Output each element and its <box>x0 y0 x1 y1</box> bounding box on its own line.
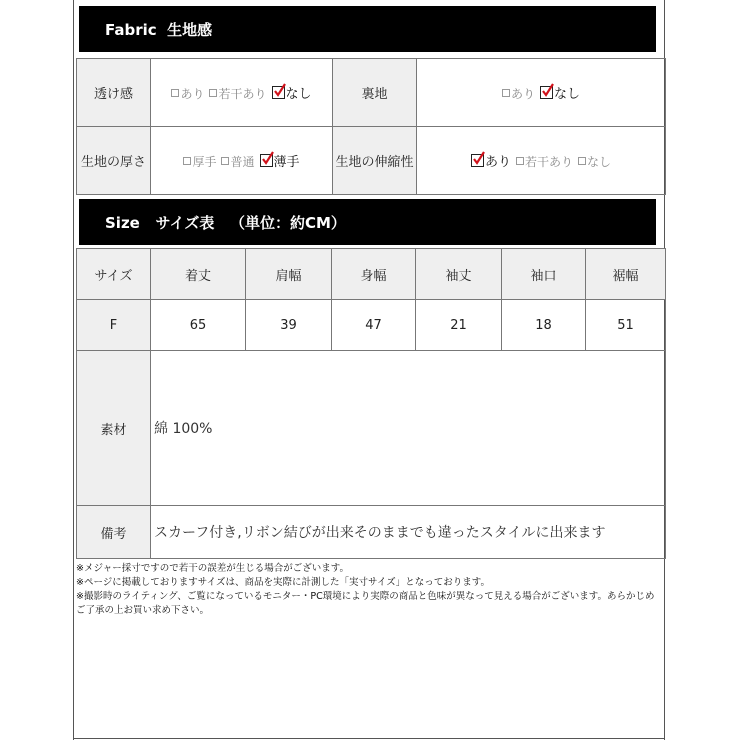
length-col-header: 着丈 <box>151 249 246 300</box>
sleeve-length-value: 21 <box>416 300 502 351</box>
checkmark-icon <box>471 154 484 167</box>
notes <box>76 562 662 618</box>
hem-col-header: 裾幅 <box>586 249 666 300</box>
hem-value: 51 <box>586 300 666 351</box>
material-value: 綿 100% <box>151 351 666 506</box>
option-label: なし <box>285 87 312 102</box>
checkbox-icon <box>502 89 510 97</box>
material-row <box>77 351 666 506</box>
option-label: 薄手 <box>273 155 300 170</box>
cuff-col-header: 袖口 <box>502 249 586 300</box>
chest-col-header: 身幅 <box>332 249 416 300</box>
note-3: ※撮影時のライティング、ご覧になっているモニター・PC環境により実際の商品と色味が異なって見える場合がございます。あらかじめご了承の上お買い求め下さい。 <box>76 591 655 616</box>
option-label: あり <box>510 87 535 101</box>
checkbox-icon <box>516 157 524 165</box>
material-label: 素材 <box>77 351 151 506</box>
size-value: F <box>77 300 151 351</box>
checkbox-icon <box>183 157 191 165</box>
option-label: 若干あり <box>524 155 573 169</box>
table-row <box>77 300 666 351</box>
thickness-label: 生地の厚さ <box>77 127 151 195</box>
option-label: なし <box>587 155 612 169</box>
remarks-value: スカーフ付き,リボン結びが出来そのままでも違ったスタイルに出来ます <box>151 506 666 559</box>
unchecked-option <box>221 155 254 169</box>
checkbox-icon <box>209 89 217 97</box>
fabric-table <box>76 58 666 195</box>
size-section-header: Size サイズ表 （単位：約CM） <box>79 199 656 245</box>
fabric-section-header: Fabric 生地感 <box>79 6 656 52</box>
stretch-options <box>417 127 666 195</box>
option-label: 若干あり <box>218 87 267 101</box>
note-1: ※メジャー採寸ですので若干の誤差が生じる場合がございます。 <box>76 563 350 574</box>
remarks-row <box>77 506 666 559</box>
checked-option <box>471 155 511 170</box>
thickness-options <box>151 127 333 195</box>
length-value: 65 <box>151 300 246 351</box>
checkmark-icon <box>260 154 273 167</box>
checked-option <box>272 87 312 102</box>
option-label: 厚手 <box>192 155 217 169</box>
unchecked-option <box>171 87 204 101</box>
checkmark-icon <box>272 86 285 99</box>
option-label: 普通 <box>230 155 255 169</box>
checked-option <box>260 155 300 170</box>
sheer-label: 透け感 <box>77 59 151 127</box>
checkbox-icon <box>171 89 179 97</box>
size-table <box>76 248 666 559</box>
shoulder-col-header: 肩幅 <box>246 249 332 300</box>
chest-value: 47 <box>332 300 416 351</box>
bottom-border <box>73 738 665 739</box>
note-2: ※ページに掲載しておりますサイズは、商品を実際に計測した「実寸サイズ」となっております。 <box>76 577 490 588</box>
sheer-options <box>151 59 333 127</box>
option-label: あり <box>484 155 511 170</box>
option-label: あり <box>180 87 205 101</box>
size-col-header: サイズ <box>77 249 151 300</box>
checkbox-icon <box>578 157 586 165</box>
unchecked-option <box>209 87 266 101</box>
lining-options <box>417 59 666 127</box>
cuff-value: 18 <box>502 300 586 351</box>
checkbox-icon <box>221 157 229 165</box>
checkmark-icon <box>540 86 553 99</box>
lining-label: 裏地 <box>333 59 417 127</box>
unchecked-option <box>516 155 573 169</box>
stretch-label: 生地の伸縮性 <box>333 127 417 195</box>
checked-option <box>540 87 580 102</box>
option-label: なし <box>554 87 581 102</box>
unchecked-option <box>502 87 535 101</box>
shoulder-value: 39 <box>246 300 332 351</box>
sleeve-length-col-header: 袖丈 <box>416 249 502 300</box>
remarks-label: 備考 <box>77 506 151 559</box>
size-header-row <box>77 249 666 300</box>
unchecked-option <box>578 155 611 169</box>
unchecked-option <box>183 155 216 169</box>
